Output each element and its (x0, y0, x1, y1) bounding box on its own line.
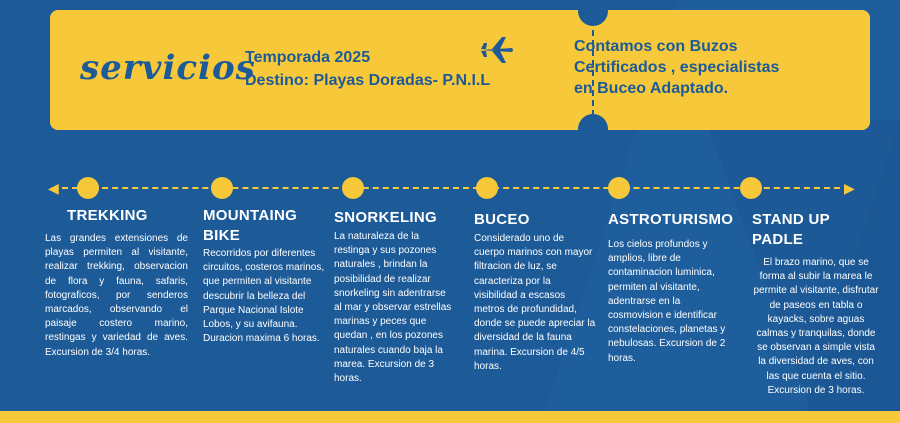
service-title: SNORKELING (334, 209, 438, 226)
timeline-line (52, 187, 850, 189)
service-title: BUCEO (474, 211, 530, 228)
timeline-dot (476, 177, 498, 199)
diver-info-line: Certificados , especialistas (574, 59, 780, 76)
timeline-dot (77, 177, 99, 199)
service-description: Los cielos profundos y amplios, libre de contaminacion luminica, permiten al visitante, adentrarse en la cosmovision e identificar constelaciones, planetas y nebulosas. Excursion de 2 horas. (608, 239, 726, 364)
service-title: TREKKING (67, 207, 148, 224)
season-info (245, 46, 490, 92)
ticket-notch (578, 0, 608, 26)
service-description: Recorridos por diferentes circuitos, costeros marinos, que permiten al visitante descubrir la belleza del Parque Nacional Islote Lobos, y su avifauna. Duracion maxima 6 horas. (203, 248, 325, 345)
service-description: El brazo marino, que se forma al subir la marea le permite al visitante, disfrutar de paseos en tabla o kayacks, sobre aguas calmas y tranquilas, donde se observan a simple vista la diversidad de aves, con las que cuenta el sitio. Excursion de 3 horas. (753, 257, 879, 396)
service-description: La naturaleza de la restinga y sus pozones naturales , brindan la posibilidad de realizar snorkeling sin adentrarse al mar y observar estrellas marinas y peces que quedan , en los pozones naturales cuando baja la marea. Excursion de 3 horas. (334, 231, 452, 385)
service-snorkeling (334, 208, 456, 386)
destination: Destino: Playas Doradas- P.N.I.L (245, 72, 491, 89)
ticket-notch (578, 114, 608, 144)
arrow-right-icon: ▶ (844, 180, 855, 196)
service-mountain-bike (203, 206, 325, 346)
ticket-banner (50, 10, 870, 130)
timeline-dot (740, 177, 762, 199)
service-description: Considerado uno de cuerpo marinos con mayor filtracion de luz, se caracteriza por la visibilidad a escasos metros de profundidad, donde se puede apreciar la diversidad de la fauna marina. Excursion de 4/5 horas. (474, 233, 596, 372)
service-buceo (474, 210, 596, 374)
timeline-dot (608, 177, 630, 199)
diver-info-line: Contamos con Buzos (574, 38, 738, 55)
service-stand-up-padle (752, 210, 880, 398)
service-title: ASTROTURISMO (608, 211, 734, 228)
arrow-left-icon: ◀ (48, 180, 59, 196)
airplane-icon (478, 36, 514, 64)
timeline-dot (342, 177, 364, 199)
diver-info-line: en Buceo Adaptado. (574, 80, 729, 97)
service-title: MOUNTAING BIKE (203, 207, 298, 244)
season-year: Temporada 2025 (245, 49, 371, 66)
service-description: Las grandes extensiones de playas permiten al visitante, realizar trekking, observacion de flora y fauna, safaris, fotograficos, por senderos marcados, observando el paisaje costero marino, restingas y variedad de aves. Excursion de 3/4 horas. (45, 233, 188, 358)
bottom-bar (0, 411, 900, 423)
service-title: STAND UP PADLE (752, 211, 830, 248)
brand-title: servicios (80, 48, 256, 88)
diver-info (574, 36, 834, 99)
service-trekking (45, 206, 188, 360)
timeline-dot (211, 177, 233, 199)
service-astroturismo (608, 210, 736, 366)
